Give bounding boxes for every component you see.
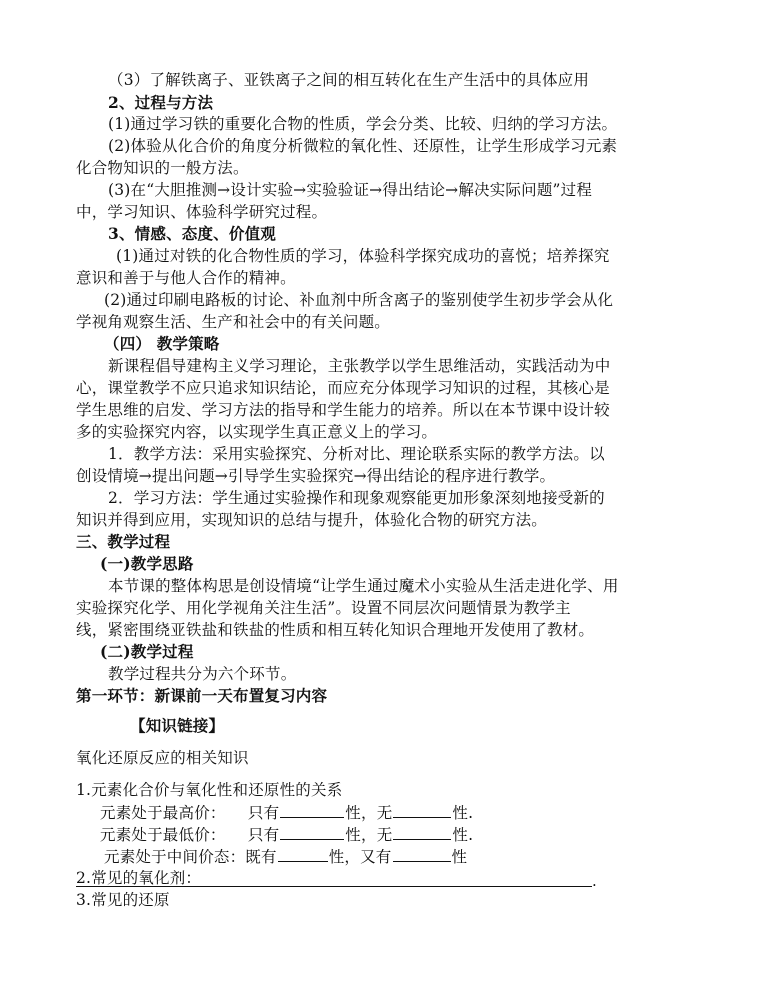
valence-relation-title: 1.元素化合价与氧化性和还原性的关系 [76,781,343,799]
highest-valence-label: 元素处于最高价： [100,804,226,822]
process-item-3-line2: 中，学习知识、体验科学研究过程。 [76,203,328,221]
redox-knowledge-title: 氧化还原反应的相关知识 [76,749,249,767]
process-item-1: (1)通过学习铁的重要化合物的性质，学会分类、比较、归纳的学习方法。 [108,115,618,133]
strategy-para-line2: 心，课堂教学不应只追求知识结论，而应充分体现学习知识的过程，其核心是 [76,379,610,397]
teaching-method-line2: 创设情境→提出问题→引导学生实验探究→得出结论的程序进行教学。 [76,467,556,485]
oxidant-answer-line[interactable] [76,886,592,887]
lowest-only-blank[interactable] [280,823,344,840]
emotion-item-1-line2: 意识和善于与他人合作的精神。 [76,269,296,287]
middle-also-label: 性，又有 [328,848,392,866]
idea-para-line3: 线，紧密围绕亚铁盐和铁盐的性质和相互转化知识合理地开发使用了教材。 [76,621,595,639]
teaching-method-line1: 1．教学方法：采用实验探究、分析对比、理论联系实际的教学方法。以 [108,445,605,463]
heading-teaching-process: 三、教学过程 [76,532,171,551]
learning-method-line2: 知识并得到应用，实现知识的总结与提升，体验化合物的研究方法。 [76,511,548,529]
lowest-valence-label: 元素处于最低价： [100,826,226,844]
middle-also-blank[interactable] [393,845,451,862]
process-item-2-line2: 化合物知识的一般方法。 [76,159,249,177]
emotion-item-1-line1: (1)通过对铁的化合物性质的学习，体验科学探究成功的喜悦；培养探究 [116,247,610,265]
process-summary: 教学过程共分为六个环节。 [108,665,297,683]
middle-has-blank[interactable] [278,845,328,862]
highest-end-label: 性. [452,804,474,822]
reductant-title: 3.常见的还原 [76,891,170,909]
heading-teaching-strategy: （四） 教学策略 [104,334,220,353]
idea-para-line1: 本节课的整体构思是创设情境“让学生通过魔术小实验从生活走进化学、用 [108,577,619,595]
knowledge-link-title: 【知识链接】 [130,716,225,735]
heading-emotion-values: 3、情感、态度、价值观 [108,224,276,243]
middle-end-label: 性 [451,848,468,866]
strategy-para-line3: 学生思维的启发、学习方法的指导和学生能力的培养。所以在本节课中设计较 [76,401,610,419]
oxidant-line-period: . [592,872,597,890]
strategy-para-line4: 多的实验探究内容，以实现学生真正意义上的学习。 [76,423,438,441]
process-item-3-line1: (3)在“大胆推测→设计实验→实验验证→得出结论→解决实际问题”过程 [108,181,593,199]
objective-3: （3）了解铁离子、亚铁离子之间的相互转化在生产生活中的具体应用 [108,71,590,89]
highest-none-blank[interactable] [393,801,451,818]
heading-process-methods: 2、过程与方法 [108,93,214,112]
lowest-end-label: 性. [452,826,474,844]
process-item-2-line1: (2)体验从化合价的角度分析微粒的氧化性、还原性，让学生形成学习元素 [108,137,618,155]
idea-para-line2: 实验探究化学、用化学视角关注生活”。设置不同层次问题情景为教学主 [76,599,571,617]
highest-valence-row [100,801,473,824]
learning-method-line1: 2．学习方法：学生通过实验操作和现象观察能更加形象深刻地接受新的 [108,489,605,507]
highest-none-label: 性，无 [345,804,393,822]
oxidant-title: 2.常见的氧化剂： [76,869,202,887]
heading-first-stage: 第一环节：新课前一天布置复习内容 [76,686,328,705]
highest-only-label: 只有 [247,804,280,822]
highest-only-blank[interactable] [280,801,344,818]
lowest-only-label: 只有 [247,826,280,844]
heading-teaching-idea: (一)教学思路 [100,554,194,573]
middle-valence-row [104,845,467,868]
lowest-valence-row [100,823,473,846]
middle-valence-label: 元素处于中间价态：既有 [104,848,277,866]
emotion-item-2-line1: (2)通过印刷电路板的讨论、补血剂中所含离子的鉴别使学生初步学会从化 [104,291,614,309]
lowest-none-blank[interactable] [393,823,451,840]
heading-process-detail: (二)教学过程 [100,642,194,661]
strategy-para-line1: 新课程倡导建构主义学习理论，主张教学以学生思维活动，实践活动为中 [108,357,611,375]
emotion-item-2-line2: 学视角观察生活、生产和社会中的有关问题。 [76,313,391,331]
lowest-none-label: 性，无 [345,826,393,844]
